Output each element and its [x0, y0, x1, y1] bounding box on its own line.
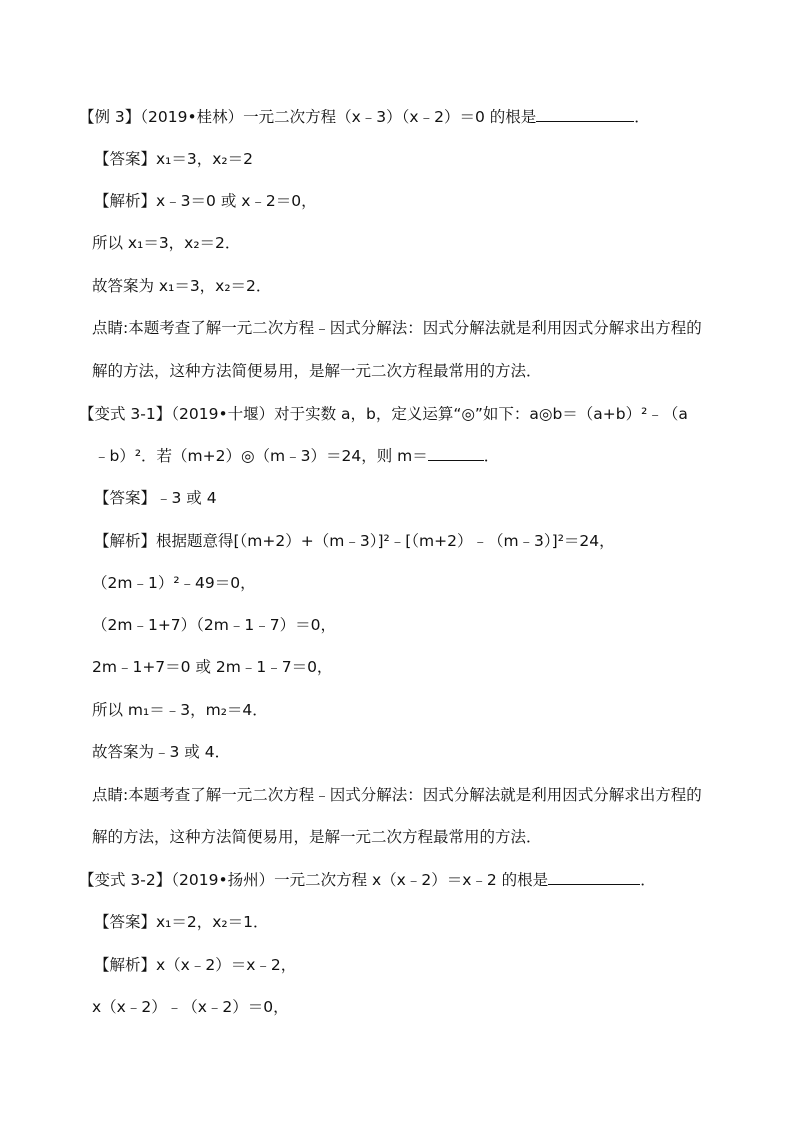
answer-blank: [428, 446, 484, 461]
answer-blank: [548, 870, 640, 885]
answer-blank: [536, 107, 634, 122]
variant-3-1-question-cont: ﹣b）²．若（m+2）◎（m﹣3）＝24，则 m＝ ．: [94, 447, 500, 465]
variant-3-1-answer: 【答案】﹣3 或 4: [94, 489, 217, 507]
example-3-answer: 【答案】x₁＝3，x₂＝2: [94, 150, 253, 168]
comment-line: 解的方法，这种方法简便易用，是解一元二次方程最常用的方法．: [92, 828, 542, 846]
solution-line: x（x﹣2）﹣（x﹣2）＝0，: [92, 998, 289, 1016]
variant-3-2-analysis: 【解析】x（x﹣2）＝x﹣2，: [94, 956, 297, 974]
solution-line: （2m﹣1+7）（2m﹣1﹣7）＝0，: [92, 616, 336, 634]
example-3-question: 【例 3】（2019•桂林）一元二次方程（x﹣3）（x﹣2）＝0 的根是 ．: [79, 108, 650, 126]
solution-line: 故答案为 x₁＝3，x₂＝2．: [92, 277, 272, 295]
comment-line: 点睛:本题考查了解一元二次方程﹣因式分解法：因式分解法就是利用因式分解求出方程的: [92, 319, 702, 337]
variant-3-1-question: 【变式 3-1】（2019•十堰）对于实数 a，b，定义运算“◎”如下：a◎b＝（a+b）²﹣（a: [79, 405, 688, 423]
comment-line: 解的方法，这种方法简便易用，是解一元二次方程最常用的方法．: [92, 362, 542, 380]
variant-3-2-answer: 【答案】x₁＝2，x₂＝1．: [94, 913, 269, 931]
example-3-analysis: 【解析】x﹣3＝0 或 x﹣2＝0，: [94, 192, 317, 210]
comment-line: 点睛:本题考查了解一元二次方程﹣因式分解法：因式分解法就是利用因式分解求出方程的: [92, 786, 702, 804]
solution-line: 故答案为﹣3 或 4．: [92, 743, 231, 761]
variant-3-2-question: 【变式 3-2】（2019•扬州）一元二次方程 x（x﹣2）＝x﹣2 的根是 ．: [79, 871, 656, 889]
variant-3-1-analysis: 【解析】根据题意得[（m+2）+（m﹣3）]²﹣[（m+2）﹣（m﹣3）]²＝24，: [94, 532, 615, 550]
solution-line: 所以 m₁＝﹣3，m₂＝4．: [92, 701, 268, 719]
solution-line: 2m﹣1+7＝0 或 2m﹣1﹣7＝0，: [92, 658, 333, 676]
solution-line: 所以 x₁＝3，x₂＝2．: [92, 234, 241, 252]
solution-line: （2m﹣1）²﹣49＝0，: [92, 574, 256, 592]
